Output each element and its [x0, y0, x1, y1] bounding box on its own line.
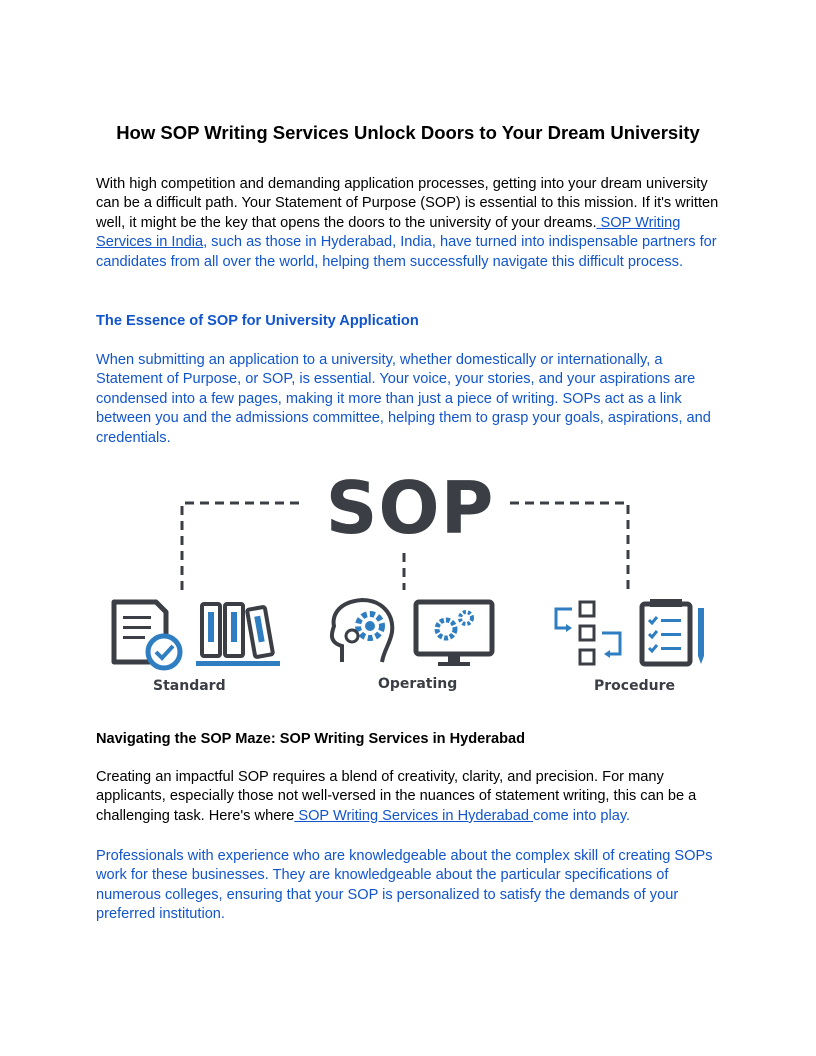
sop-services-india-link[interactable]: SOP Writing Services in India — [96, 214, 681, 251]
connector-lines — [182, 503, 628, 590]
intro-after-link: , such as those in Hyderabad, India, have turned into indispensable partners for candidates from all over the world, helping them successfully navigate this difficult process. — [96, 234, 717, 270]
professionals-paragraph: Professionals with experience who are knowledgeable about the complex skill of creating SOPs work for these businesses. They are knowledgeable about the particular specifications of numerous colleges, ensuring that your SOP is personalized to satisfy the demands of your preferred institution. — [96, 848, 713, 923]
figure-label-operating: Operating — [378, 676, 458, 692]
head-gears-icon — [332, 600, 392, 662]
essence-paragraph: When submitting an application to a university, whether domestically or internationally, a Statement of Purpose, or SOP, is essential. Your voice, your stories, and your aspirations are condensed into a few pages, making it more than just a piece of writing. SOPs act as a link between you and the admissions committee, helping them to grasp your goals, aspirations, and credentials. — [96, 352, 711, 446]
section-heading-navigating: Navigating the SOP Maze: SOP Writing Services in Hyderabad — [96, 731, 526, 747]
intro-paragraph — [96, 175, 722, 272]
figure-label-procedure: Procedure — [594, 678, 675, 694]
navigating-text: Creating an impactful SOP requires a blend of creativity, clarity, and precision. For many applicants, especially those not well-versed in the nuances of statement writing, this can be a challenging task. Here's where — [96, 769, 697, 824]
section-heading-essence: The Essence of SOP for University Application — [96, 313, 419, 329]
sop-figure-word: SOP — [325, 466, 495, 550]
navigating-paragraph — [96, 768, 722, 826]
document-check-icon — [114, 602, 180, 668]
page-title: How SOP Writing Services Unlock Doors to Your Dream University — [116, 122, 700, 143]
monitor-gears-icon — [416, 602, 492, 666]
book-binders-icon — [196, 604, 280, 666]
sop-figure-graphic — [104, 466, 716, 702]
sop-figure — [104, 466, 716, 702]
intro-text: With high competition and demanding application processes, getting into your dream university can be a difficult path. Your Statement of Purpose (SOP) is essential to this mission. If it's written well, it might be the key that opens the doors to the university of your dreams. — [96, 176, 719, 231]
flow-steps-icon — [556, 602, 620, 664]
sop-services-hyderabad-link[interactable]: SOP Writing Services in Hyderabad — [294, 807, 534, 824]
checklist-clipboard-icon — [642, 599, 704, 664]
navigating-after-link: come into play. — [533, 807, 631, 824]
figure-label-standard: Standard — [153, 678, 226, 694]
